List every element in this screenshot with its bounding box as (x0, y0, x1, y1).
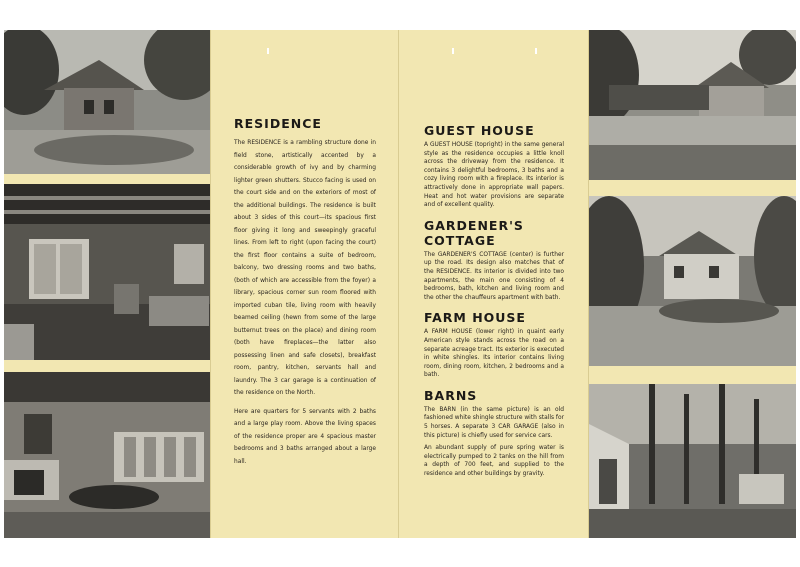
water-supply-paragraph: An abundant supply of pure spring water is electrically pumped to 2 tanks on the hill from a depth of 700 feet, and supplied to the residence and other buildings by gravity. (424, 445, 564, 478)
residence-paragraph: The RESIDENCE is a rambling structure done in field stone, artistically accented by a considerable growth of ivy and by charming lighter green shutters. Stucco facing is used on the court side and on the exteriors of most of the additional buildings. The residence is built about 3 sides of this court—its spacious first floor giving it long and sweepingly graceful lines. From left to right (upon facing the court) the first floor contains a suite of bedroom, balcony, two dressing rooms and two baths, (both of which are accessible from the foyer) a library, spacious corner sun room floored with imported cuban tile, living room with heavily beamed ceiling (hewn from some of the large butternut trees on the place) and dining room (both have fireplaces—the latter also possessing linen and safe closets), breakfast room, pantry, kitchen, servants hall and laundry. The 3 car garage is a continuation of the residence on the North. (234, 140, 376, 396)
gardeners-cottage-paragraph: The GARDENER'S COTTAGE (center) is further up the road. Its design also matches that of the RESIDENCE. Its interior is divided into two apartments, the main one consisting of 4 bedrooms, bath, kitchen and living room and the other the chauffeurs apartment with bath. (424, 251, 564, 301)
staple-mark (452, 48, 454, 54)
guest-house-photo (589, 30, 796, 180)
gardeners-cottage-heading: GARDENER'S COTTAGE (424, 217, 524, 248)
dining-room-photo (4, 372, 210, 538)
barns-heading: BARNS (424, 387, 478, 403)
residence-section (234, 116, 376, 468)
outbuildings-section (424, 123, 564, 479)
fold-line (398, 30, 399, 538)
living-room-photo (4, 184, 210, 360)
residence-exterior-photo (4, 30, 210, 174)
farm-house-paragraph: A FARM HOUSE (lower right) in quaint early American style stands across the road on a separate acreage tract. Its exterior is executed in white shingles. Its interior contains living room, dining room, kitchen, 2 bedrooms and a bath. (424, 329, 564, 379)
farm-house-barn-photo (589, 384, 796, 538)
residence-heading: RESIDENCE (234, 116, 322, 131)
staple-mark (535, 48, 537, 54)
farm-house-heading: FARM HOUSE (424, 310, 526, 326)
guest-house-paragraph: A GUEST HOUSE (topright) in the same general style as the residence occupies a little knoll across the driveway from the residence. It contains 3 delightful bedrooms, 3 baths and a cozy living room with a fireplace. Its interior is attractively done in appropriate wall papers. Heat and hot water provisions are separate and of excellent quality. (424, 142, 564, 209)
guest-house-heading: GUEST HOUSE (424, 123, 535, 138)
fold-line (210, 30, 211, 538)
staple-mark (267, 48, 269, 54)
residence-paragraph-2: Here are quarters for 5 servants with 2 baths and a large play room. Above the living spaces of the residence proper are 4 spacious master bedrooms and 3 baths arranged about a large hall. (234, 408, 376, 465)
gardeners-cottage-photo (589, 196, 796, 366)
barns-paragraph: The BARN (in the same picture) is an old fashioned white shingle structure with stalls for 5 horses. A separate 3 CAR GARAGE (also in this picture) is chiefly used for service cars. (424, 406, 565, 439)
